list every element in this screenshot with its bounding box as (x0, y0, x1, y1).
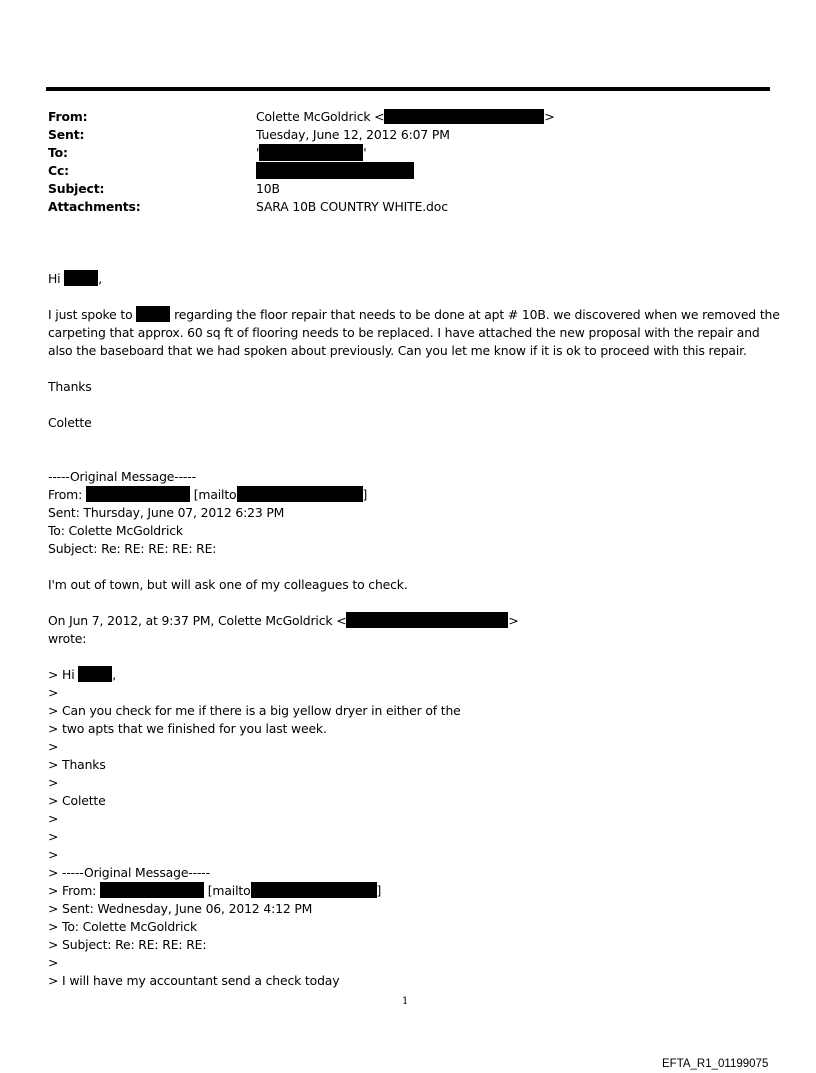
quoted-from-line (48, 882, 381, 900)
from-close: > (544, 109, 555, 124)
paragraph-line: also the baseboard that we had spoken about previously. Can you let me know if it is ok to proceed with this repair. (48, 343, 747, 358)
redaction-block (251, 882, 377, 898)
redaction-block (259, 144, 363, 161)
attachments-label: Attachments: (48, 199, 141, 214)
quoted-line: > Colette (48, 793, 106, 808)
quoted-line: > To: Colette McGoldrick (48, 919, 197, 934)
header-rule (46, 87, 770, 91)
original-subject-line: Subject: Re: RE: RE: RE: RE: (48, 541, 217, 556)
to-value (256, 144, 367, 162)
quoted-line: > -----Original Message----- (48, 865, 210, 880)
original-body: I'm out of town, but will ask one of my colleagues to check. (48, 577, 408, 592)
original-from-line (48, 486, 367, 504)
from-label: From: (48, 109, 88, 124)
greeting (48, 270, 102, 288)
quoted-line: > (48, 811, 59, 826)
quoted-comma: , (112, 667, 117, 682)
redaction-block (64, 270, 98, 286)
greeting-comma: , (98, 271, 103, 286)
sent-label: Sent: (48, 127, 85, 142)
quoted-line: > (48, 739, 59, 754)
redaction-block (237, 486, 363, 502)
to-label: To: (48, 145, 68, 160)
thanks-line: Thanks (48, 379, 92, 394)
redaction-block (78, 666, 112, 682)
greeting-text: Hi (48, 271, 61, 286)
mailto-close: ] (362, 487, 368, 502)
quoted-line: > Sent: Wednesday, June 06, 2012 4:12 PM (48, 901, 313, 916)
cc-redaction (256, 162, 414, 179)
document-id: EFTA_R1_01199075 (662, 1058, 769, 1070)
original-to-line: To: Colette McGoldrick (48, 523, 183, 538)
paragraph-line: carpeting that approx. 60 sq ft of flooring needs to be replaced. I have attached the new proposal with the repair and (48, 325, 760, 340)
quoted-line: > two apts that we finished for you last week. (48, 721, 327, 736)
quoted-line: > (48, 685, 59, 700)
quoted-mailto-close: ] (376, 883, 382, 898)
from-name: Colette McGoldrick < (256, 109, 385, 124)
from-value (256, 108, 555, 126)
original-from-label: From: (48, 487, 83, 502)
quoted-line: > I will have my accountant send a check today (48, 973, 340, 988)
redaction-block (136, 306, 170, 322)
redaction-block (86, 486, 190, 502)
to-close: ' (363, 145, 367, 160)
paragraph-text: regarding the floor repair that needs to be done at apt # 10B. we discovered when we removed the (174, 307, 780, 322)
redaction-block (384, 109, 544, 124)
original-message-divider: -----Original Message----- (48, 469, 196, 484)
quoted-mailto: [mailto (207, 883, 251, 898)
attachment-file-link[interactable]: SARA 10B COUNTRY WHITE.doc (256, 199, 448, 214)
quoted-line: > Subject: Re: RE: RE: RE: (48, 937, 207, 952)
sent-value: Tuesday, June 12, 2012 6:07 PM (256, 127, 450, 142)
redaction-block (346, 612, 508, 628)
quoted-line: > (48, 847, 59, 862)
mailto-label: [mailto (193, 487, 237, 502)
original-sent-line: Sent: Thursday, June 07, 2012 6:23 PM (48, 505, 285, 520)
wrote-line (48, 612, 519, 630)
quoted-hi: > Hi (48, 667, 75, 682)
quoted-greeting (48, 666, 116, 684)
wrote-line: wrote: (48, 631, 87, 646)
subject-value: 10B (256, 181, 280, 196)
wrote-close: > (508, 613, 519, 628)
quoted-line: > Thanks (48, 757, 106, 772)
paragraph-line (48, 306, 780, 324)
subject-label: Subject: (48, 181, 105, 196)
redaction-block (100, 882, 204, 898)
quoted-line: > (48, 955, 59, 970)
to-open: ' (256, 145, 260, 160)
signature: Colette (48, 415, 92, 430)
wrote-text: On Jun 7, 2012, at 9:37 PM, Colette McGoldrick < (48, 613, 347, 628)
quoted-from-label: > From: (48, 883, 97, 898)
quoted-line: > (48, 829, 59, 844)
paragraph-text: I just spoke to (48, 307, 133, 322)
page-number: 1 (402, 996, 409, 1007)
quoted-line: > Can you check for me if there is a big yellow dryer in either of the (48, 703, 461, 718)
quoted-line: > (48, 775, 59, 790)
cc-label: Cc: (48, 163, 69, 178)
